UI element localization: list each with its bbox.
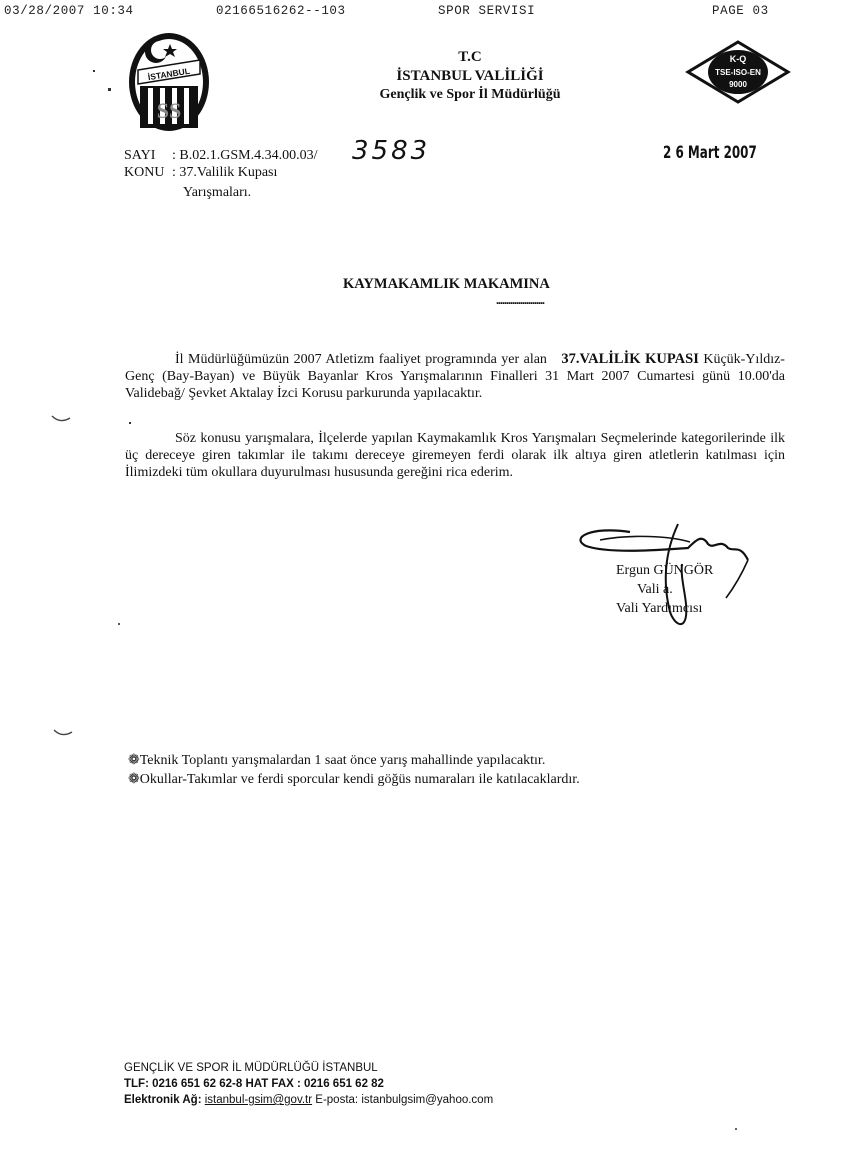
footer-web-link[interactable]: istanbul-gsim@gov.tr <box>204 1094 313 1106</box>
speck <box>108 88 111 91</box>
date-stamp: 2 6 Mart 2007 <box>663 143 757 163</box>
note-bullet-icon: ❁ <box>128 772 140 787</box>
footer-mail-label: E-posta: <box>315 1094 359 1106</box>
speck <box>735 1128 737 1130</box>
margin-mark <box>52 726 76 740</box>
signatory-name: Ergun GÜNGÖR <box>616 563 714 578</box>
iso-badge <box>684 38 792 106</box>
footer-contact <box>124 1093 493 1108</box>
addressee-dots: ........................ <box>496 293 544 307</box>
body-paragraph-1 <box>125 351 785 402</box>
addressee: KAYMAKAMLIK MAKAMINA <box>343 276 550 292</box>
speck <box>118 623 120 625</box>
fax-datetime: 03/28/2007 10:34 <box>4 4 134 18</box>
logo-text: İSTANBUL <box>147 65 191 83</box>
konu-value-2: Yarışmaları. <box>183 185 252 200</box>
sayi-handwritten-number: 3583 <box>352 136 431 166</box>
body-p1-details: Küçük-Yıldız-Genç (Bay-Bayan) ve Büyük Bayanlar Kros Yarışmalarının Finalleri 31 Mart 2007 Cumartesi günü 10.00'da Validebağ/ Şevket Aktalay İzci Korusu parkurunda yapılacaktır. <box>125 352 785 401</box>
footer-directorate: GENÇLİK VE SPOR İL MÜDÜRLÜĞÜ İSTANBUL <box>124 1062 378 1074</box>
club-logo <box>126 30 212 134</box>
logo-emblem: SS <box>156 98 182 123</box>
signatory-title-1: Vali a. <box>637 582 673 597</box>
iso-line3: 9000 <box>729 80 747 89</box>
speck <box>129 422 131 424</box>
letterhead-directorate: Gençlik ve Spor İl Müdürlüğü <box>379 87 561 102</box>
sayi-value: : B.02.1.GSM.4.34.00.03/ <box>172 148 318 163</box>
note-1 <box>128 752 545 769</box>
note-bullet-icon: ❁ <box>128 753 140 768</box>
note-2-text: Okullar-Takımlar ve ferdi sporcular kendi göğüs numaraları ile katılacaklardır. <box>139 772 580 787</box>
body-p1-competition: 37.VALİLİK KUPASI <box>561 351 699 367</box>
fax-page: PAGE 03 <box>712 4 769 18</box>
fax-department: SPOR SERVISI <box>438 4 536 18</box>
body-paragraph-2 <box>125 430 785 481</box>
iso-line2: TSE-ISO-EN <box>715 68 761 77</box>
sayi-label: SAYI <box>124 148 156 163</box>
note-2 <box>128 771 580 788</box>
letterhead-tc: T.C <box>458 49 482 65</box>
konu-label: KONU <box>124 165 165 180</box>
konu-value: : 37.Valilik Kupası <box>172 165 278 180</box>
note-1-text: Teknik Toplantı yarışmalardan 1 saat önce yarış mahallinde yapılacaktır. <box>139 753 546 768</box>
footer-mail-link[interactable]: istanbulgsim@yahoo.com <box>361 1094 494 1106</box>
margin-mark <box>50 412 74 426</box>
footer-web-label: Elektronik Ağ: <box>124 1094 202 1106</box>
fax-number: 02166516262--103 <box>216 4 346 18</box>
body-p1-intro: İl Müdürlüğümüzün 2007 Atletizm faaliyet programında yer alan <box>175 352 547 367</box>
footer-phone-fax: TLF: 0216 651 62 62-8 HAT FAX : 0216 651 62 82 <box>124 1078 384 1090</box>
letterhead-governorship: İSTANBUL VALİLİĞİ <box>396 68 544 84</box>
iso-line1: K-Q <box>729 54 747 64</box>
body-p2-text: Söz konusu yarışmalara, İlçelerde yapılan Kaymakamlık Kros Yarışmaları Seçmelerinde kategorilerinde ilk üç dereceye giren takımlar ile takımı dereceye giremeyen ferdi olarak ilk altıya giren atletlerin katılması için İlimizdeki tüm okullara duyurulması hususunda gereğini rica ederim. <box>125 431 785 480</box>
signatory-title-2: Vali Yardımcısı <box>616 601 703 616</box>
speck <box>93 70 95 72</box>
